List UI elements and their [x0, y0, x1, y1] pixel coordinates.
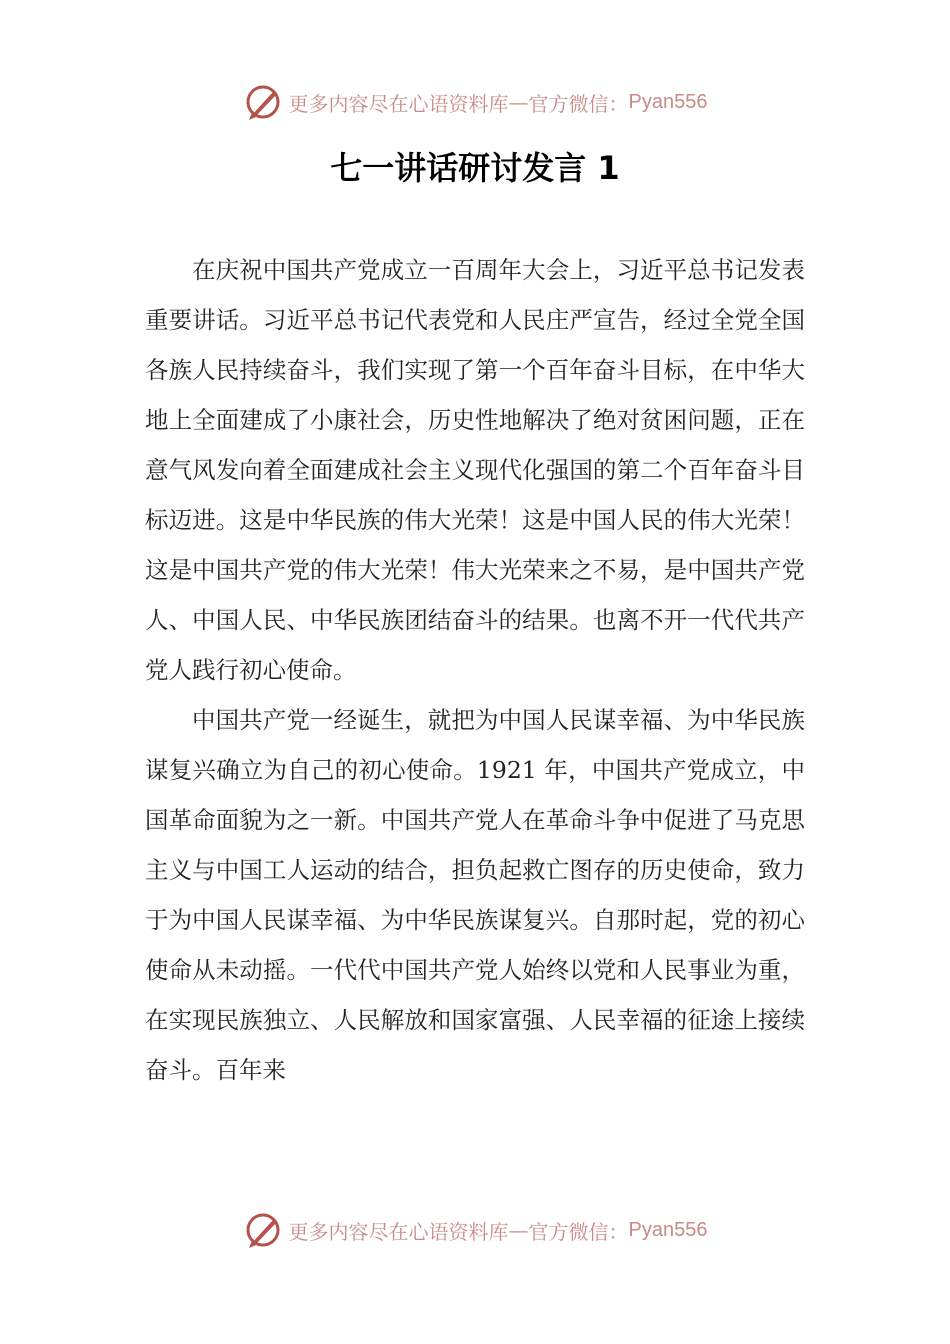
- paragraph-1: 在庆祝中国共产党成立一百周年大会上，习近平总书记发表重要讲话。习近平总书记代表党和人民庄严宣告，经过全党全国各族人民持续奋斗，我们实现了第一个百年奋斗目标，在中华大地上全面建成了小康社会，历史性地解决了绝对贫困问题，正在意气风发向着全面建成社会主义现代化强国的第二个百年奋斗目标迈进。这是中华民族的伟大光荣！这是中国人民的伟大光荣！这是中国共产党的伟大光荣！伟大光荣来之不易，是中国共产党人、中国人民、中华民族团结奋斗的结果。也离不开一代代共产党人践行初心使命。: [145, 256, 805, 684]
- banner-label: 官方微信：: [528, 91, 629, 116]
- pen-logo-icon: [243, 82, 283, 122]
- paragraph-2: 中国共产党一经诞生，就把为中国人民谋幸福、为中华民族谋复兴确立为自己的初心使命。1921 年，中国共产党成立，中国革命面貌为之一新。中国共产党人在革命斗争中促进了马克思主义与中国工人运动的结合，担负起救亡图存的历史使命，致力于为中国人民谋幸福、为中华民族谋复兴。自那时起，党的初心使命从未动摇。一代代中国共产党人始终以党和人民事业为重，在实现民族独立、人民解放和国家富强、人民幸福的征途上接续奋斗。百年来: [145, 706, 805, 1084]
- banner-wechat-id: Pyan556: [628, 90, 708, 113]
- banner-label: 官方微信：: [528, 1219, 629, 1244]
- footer-banner: [0, 1210, 950, 1250]
- banner-dash: —: [508, 90, 529, 114]
- banner-text: 更多内容尽在心语资料库: [288, 91, 509, 116]
- document-body: [145, 245, 805, 1095]
- pen-logo-icon: [243, 1210, 283, 1250]
- banner-text: 更多内容尽在心语资料库: [288, 1219, 509, 1244]
- banner-dash: —: [508, 1218, 529, 1242]
- banner-wechat-id: Pyan556: [628, 1218, 708, 1241]
- header-banner: [0, 82, 950, 122]
- document-title: 七一讲话研讨发言 1: [330, 149, 620, 187]
